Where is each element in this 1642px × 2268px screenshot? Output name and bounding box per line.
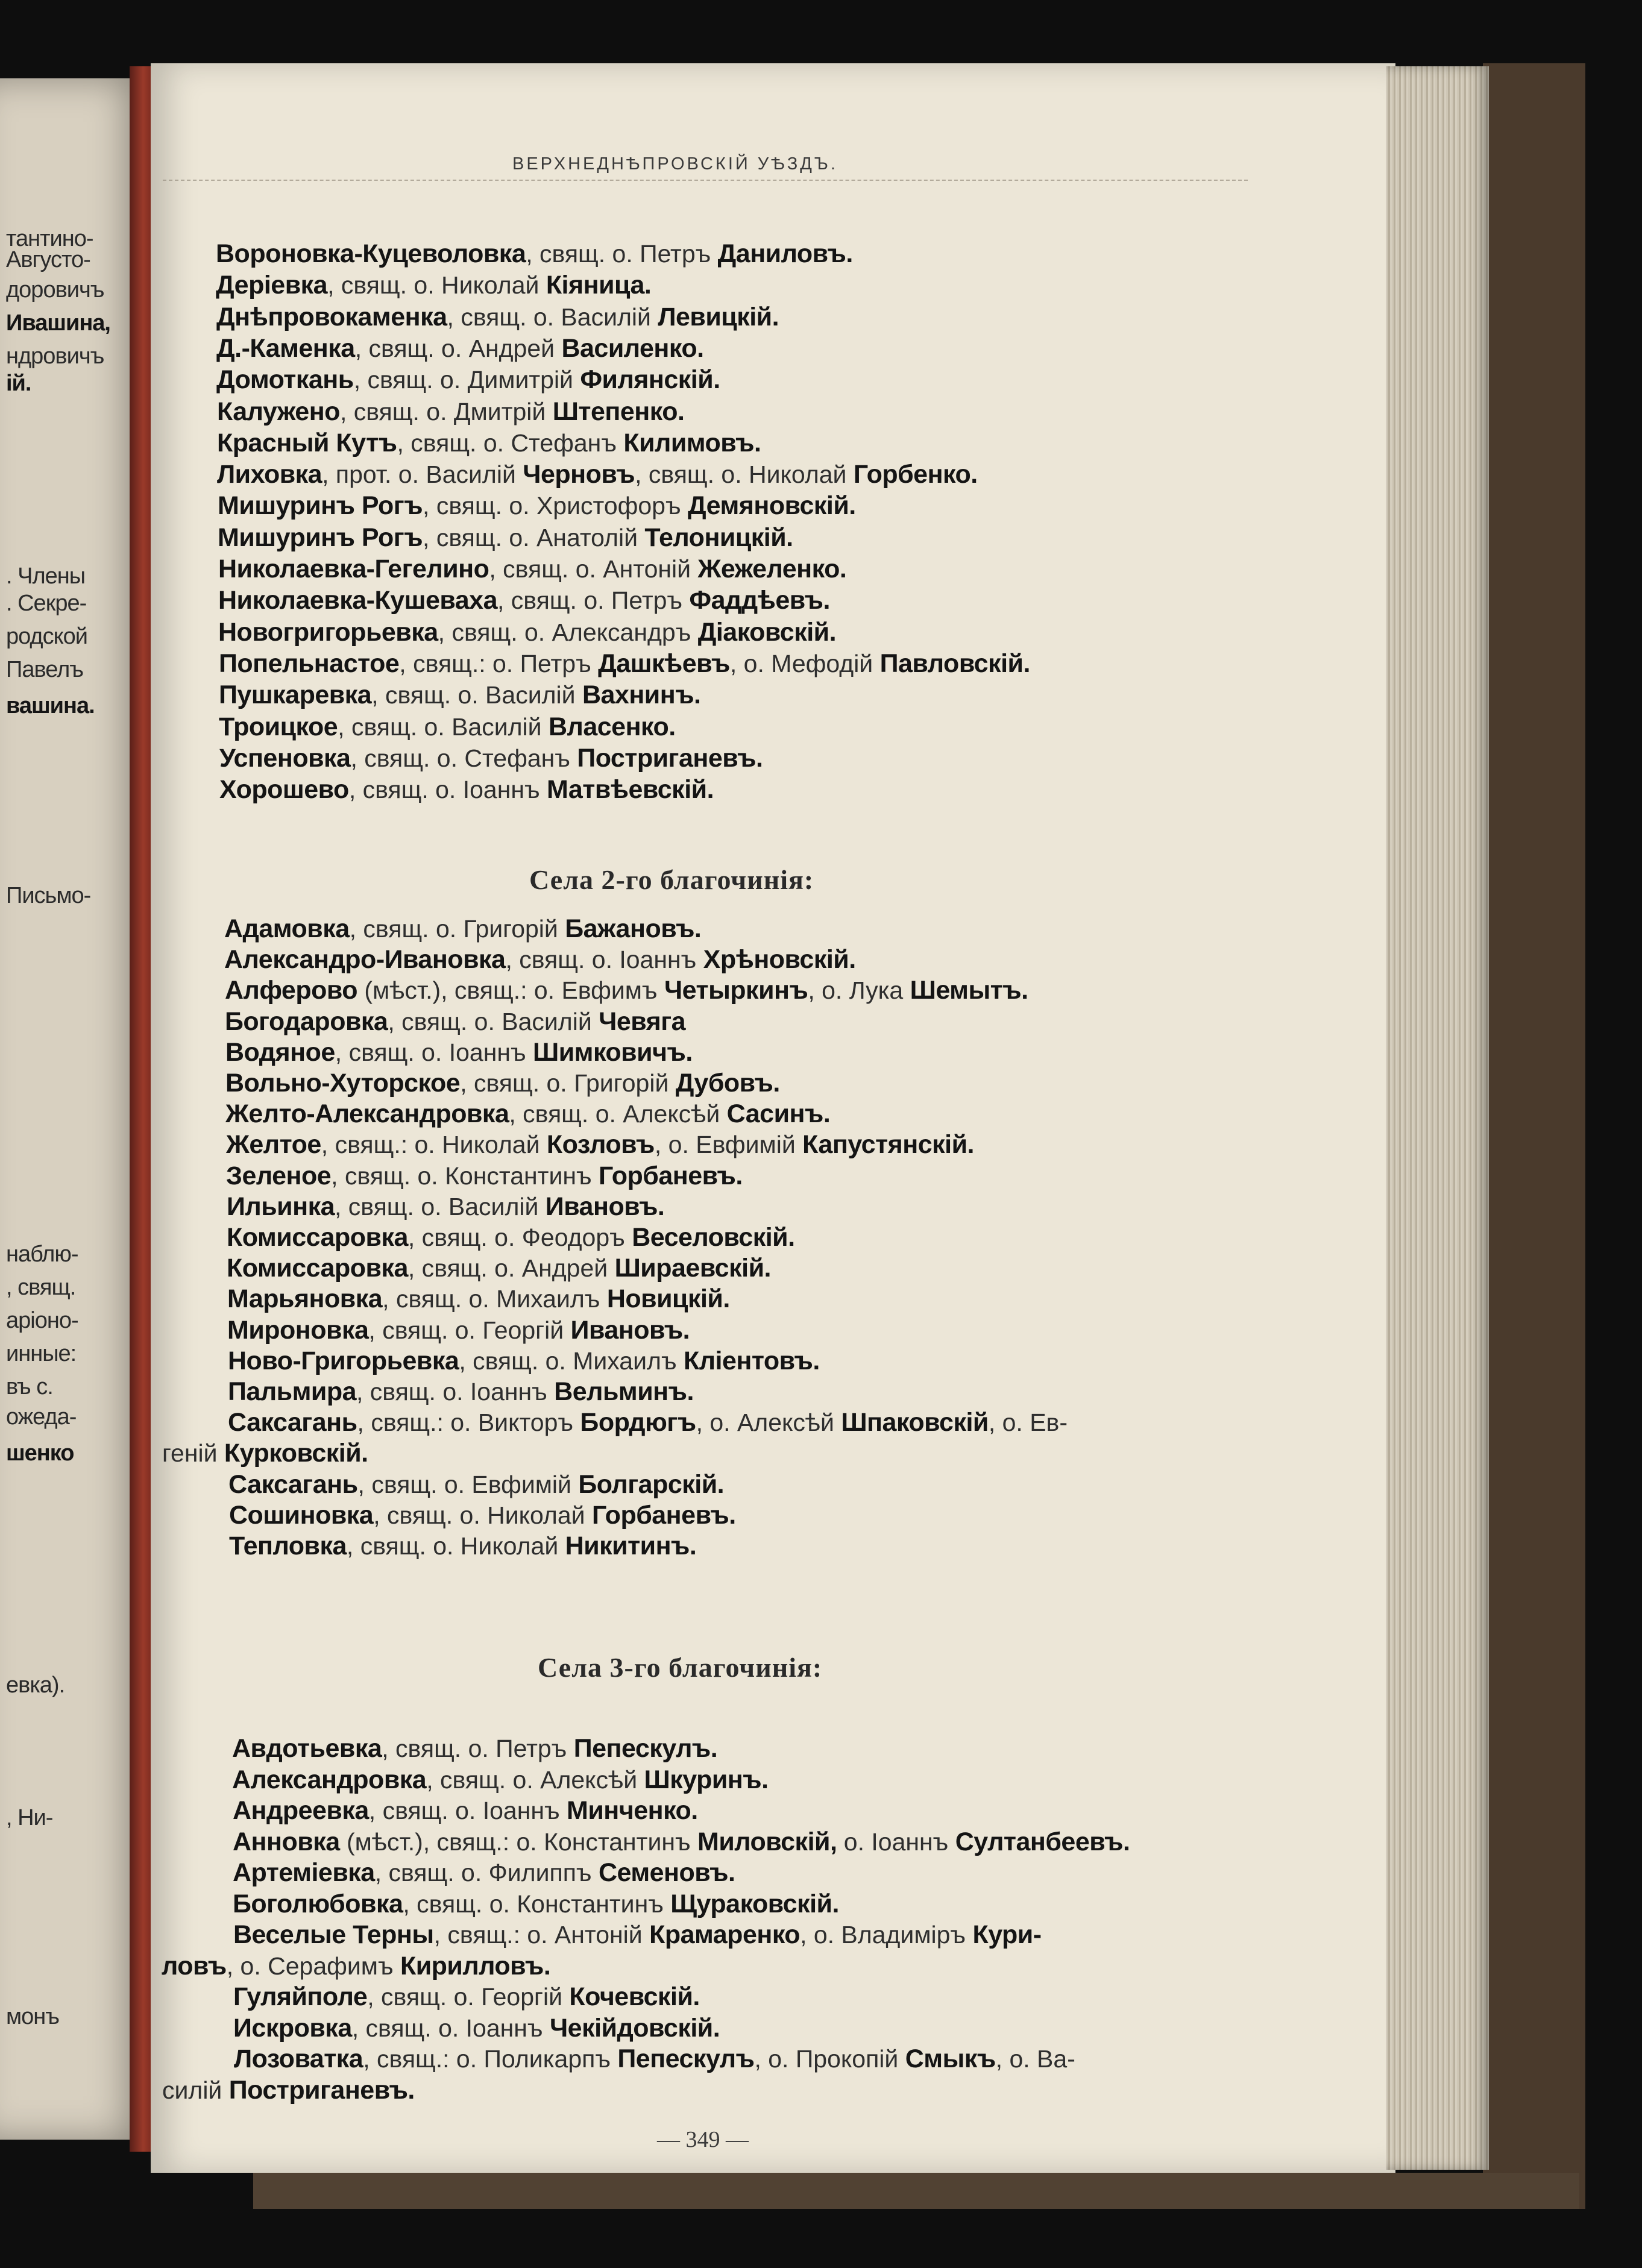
clergy-title: , свящ. о. Анатолій [423,523,645,551]
clergy-title: , свящ. о. Іоаннъ [335,1038,533,1066]
entry-line [234,2046,1075,2072]
clergy-title: , свящ. о. Михаилъ [382,1285,607,1313]
entry-line [218,525,793,551]
left-page-fragment: тантино- [6,226,93,251]
village-name: Саксагань [228,1408,357,1437]
village-name: Адамовка [224,914,350,943]
entry-line [233,1798,698,1824]
clergy-surname: Кури- [972,1920,1042,1949]
running-head: ВЕРХНЕДНѢПРОВСКІЙ УѢЗДЪ. [512,154,838,174]
left-page-fragment: инные: [6,1341,77,1366]
page-number: — 349 — [657,2127,749,2152]
entry-line [218,493,856,519]
left-page-fragment: ндровичъ [6,344,104,369]
clergy-title: , свящ.: о. Николай [321,1131,547,1159]
village-name: Деріевка [216,271,328,300]
entry-line [219,714,676,740]
entry-line [218,588,830,614]
entry-line [216,333,704,363]
clergy-title: , о. Владиміръ [800,1921,973,1949]
clergy-title: , свящ. о. Василій [338,712,549,741]
clergy-surname: Матвѣевскій. [547,775,714,805]
clergy-title: , свящ. о. Іоаннъ [348,776,547,804]
entry-line [225,1070,780,1096]
village-name: Веселые Терны [233,1920,434,1949]
clergy-title: , свящ. о. Феодоръ [407,1224,632,1251]
village-name: Марьяновка [227,1284,383,1314]
entry-line [219,777,714,803]
clergy-surname: Пепескулъ. [573,1734,718,1763]
entry-line [228,1469,725,1499]
entry-line [216,304,779,330]
clergy-title: (мѣст.), свящ.: о. Евфимъ [357,976,664,1005]
village-name: Красный Кутъ [217,428,397,457]
clergy-title: , свящ. о. Василій [388,1007,599,1035]
village-name: Боголюбовка [233,1889,403,1918]
clergy-title: , свящ. о. Петръ [526,240,718,268]
village-name: Пушкаревка [219,680,372,710]
page-edges [1386,66,1489,2170]
left-page-fragment: родской [6,624,88,649]
clergy-surname: Чекійдовскій. [549,2013,720,2043]
clergy-surname: Ивановъ. [545,1192,665,1221]
clergy-title: , свящ. о. Дмитрій [339,397,553,426]
clergy-title: , прот. о. Василій [322,460,523,489]
entry-line [162,2075,415,2105]
clergy-title: , свящ. о. Николай [635,460,854,489]
village-name: Николаевка-Гегелино [218,554,489,583]
village-name: Комиссаровка [227,1254,408,1283]
clergy-title: , о. Алексѣй [696,1409,841,1437]
left-page-fragment: ожеда- [6,1404,77,1430]
entry-line [229,1533,696,1559]
village-name: Ильинка [227,1192,335,1221]
entry-line [225,1037,693,1067]
left-page-fragment: Ивашина, [6,310,110,336]
clergy-title: , свящ. о. Андрей [354,334,562,362]
village-name: Пальмира [228,1377,356,1406]
village-name: Тепловка [229,1531,347,1560]
clergy-surname: Ивановъ. [570,1315,690,1345]
clergy-surname: Черновъ [523,460,635,489]
village-name: Новогригорьевка [218,617,438,647]
clergy-title: , свящ.: о. Антоній [433,1921,650,1949]
entry-line [228,1410,1068,1436]
entry-line [218,617,837,647]
clergy-surname: Смыкъ [905,2044,996,2073]
village-name: Лиховка [217,460,322,489]
clergy-surname: Кіяница. [546,271,652,300]
clergy-title: , свящ. о. Константинъ [403,1889,671,1918]
entry-line [225,1009,685,1035]
clergy-surname: Шкуринъ. [644,1765,769,1794]
clergy-title: , свящ. о. Алексѣй [509,1100,727,1128]
left-page-fragment: . Члены [6,564,86,589]
village-name: Днѣпровокаменка [216,302,447,331]
entry-line [233,1829,1130,1855]
clergy-title: , свящ. о. Петръ [497,586,690,615]
village-name: Авдотьевка [232,1734,382,1763]
entry-line [233,1922,1042,1948]
entry-line [229,1500,736,1530]
village-name: Троицкое [219,712,338,741]
clergy-surname: ловъ [162,1951,227,1981]
village-name: Алферово [225,976,358,1005]
clergy-title: , свящ. о. Стефанъ [350,744,577,772]
entry-line [216,241,853,267]
entry-line [227,1194,664,1220]
village-name: Домоткань [216,365,354,395]
left-page-fragment: Павелъ [6,657,84,682]
clergy-surname: Власенко. [548,712,676,741]
clergy-surname: Шираевскій. [614,1254,771,1283]
clergy-surname: Василенко. [561,333,704,363]
entry-line [228,1348,820,1374]
village-name: Комиссаровка [227,1223,408,1252]
clergy-title: , свящ. о. Георгій [367,1983,570,2011]
clergy-surname: Никитинъ. [565,1531,697,1560]
village-name: Николаевка-Кушеваха [218,586,497,615]
clergy-surname: Дубовъ. [675,1069,780,1098]
section-heading: Села 3-го благочинія: [538,1652,823,1683]
clergy-title: , свящ. о. Николай [373,1501,592,1529]
entry-line [233,2015,720,2041]
clergy-surname: Левицкій. [658,302,779,331]
clergy-title: , о. Серафимъ [226,1952,400,1980]
clergy-title: , свящ.: о. Викторъ [357,1409,580,1437]
clergy-title: , свящ. о. Михаилъ [459,1346,684,1375]
village-name: Анновка [233,1827,340,1856]
left-page-fragment: вашина. [6,693,95,718]
continuation-text: силій [162,2076,229,2104]
clergy-surname: Горбенко. [853,460,978,489]
left-page-fragment: въ с. [6,1374,53,1399]
left-page-fragment: доровичъ [6,277,104,303]
clergy-surname: Новицкій. [606,1284,730,1314]
clergy-surname: Вельминъ. [554,1377,694,1406]
clergy-surname: Кліентовъ. [683,1346,820,1375]
clergy-surname: Капустянскій. [802,1130,974,1160]
entry-line [233,1860,735,1886]
clergy-title: , о. Мефодій [729,649,880,677]
clergy-surname: Постриганевъ. [228,2075,415,2105]
clergy-surname: Шимковичъ. [533,1037,693,1067]
clergy-title: (мѣст.), свящ.: о. Константинъ [339,1827,697,1856]
entry-line [227,1255,771,1281]
entry-line [227,1315,690,1345]
clergy-title: , свящ. о. Николай [327,271,546,300]
entry-line [216,272,651,298]
clergy-surname: Болгарскій. [578,1469,725,1499]
village-name: Артеміевка [233,1858,375,1887]
village-name: Мишуринъ Рогъ [218,491,423,521]
left-page-fragment: . Секре- [6,591,87,616]
clergy-surname: Султанбеевъ. [955,1827,1130,1856]
entry-line [219,651,1030,677]
clergy-surname: Постриганевъ. [577,743,763,773]
clergy-title: , свящ. о. Христофоръ [423,492,688,520]
village-name: Сошиновка [229,1500,374,1530]
clergy-surname: Килимовъ. [623,428,761,457]
clergy-title: , свящ. о. Константинъ [331,1161,599,1190]
village-name: Лозоватка [234,2044,363,2073]
left-page-fragment: евка). [6,1673,65,1698]
left-page-fragment: Письмо- [6,883,91,908]
village-name: Попельнастое [219,649,400,678]
village-name: Калужено [217,397,340,426]
village-name: Андреевка [233,1796,369,1825]
village-name: Гуляйполе [233,1982,368,2011]
clergy-surname: Кочевскій. [569,1982,700,2011]
clergy-title: , о. Ва- [995,2045,1075,2073]
entry-line [219,682,701,708]
left-page-fragment: аріоно- [6,1308,78,1333]
clergy-title: , свящ. о. Димитрій [353,366,580,394]
entry-line [233,1984,700,2010]
clergy-surname: Дашкѣевъ [598,649,730,678]
village-name: Желто-Александровка [225,1099,509,1129]
village-name: Мироновка [227,1315,369,1345]
village-name: Мишуринъ Рогъ [218,523,423,552]
clergy-title: , свящ.: о. Петръ [399,649,599,677]
village-name: Д.-Каменка [216,333,355,363]
village-name: Успеновка [219,743,351,773]
clergy-surname: Телоницкій. [644,523,793,552]
clergy-surname: Минченко. [567,1796,698,1825]
clergy-title: , свящ. о. Филиппъ [374,1859,599,1886]
clergy-surname: Даниловъ. [717,239,853,268]
book-cover-bottom [253,2173,1579,2209]
village-name: Богодаровка [225,1007,388,1036]
entry-line [162,1953,550,1979]
entry-line [226,1132,974,1158]
clergy-title: , о. Лука [808,976,910,1005]
clergy-surname: Жежеленко. [697,554,847,583]
clergy-surname: Штепенко. [552,397,685,426]
entry-line [225,1101,830,1127]
clergy-surname: Кирилловъ. [400,1951,551,1981]
clergy-title: , свящ. о. Григорій [349,915,565,943]
village-name: Ново-Григорьевка [228,1346,459,1375]
clergy-title: , свящ. о. Антоній [489,555,698,583]
clergy-title: , о. Прокопій [754,2045,905,2073]
clergy-title: , свящ.: о. Поликарпъ [363,2045,618,2073]
entry-line [232,1767,769,1793]
clergy-title: , свящ. о. Николай [346,1532,565,1560]
entry-line [226,1163,743,1189]
clergy-title: , свящ. о. Стефанъ [397,429,624,457]
clergy-title: , свящ. о. Іоаннъ [351,2014,550,2042]
entry-line [217,399,684,425]
clergy-surname: Четыркинъ [664,976,808,1005]
clergy-title: , свящ. о. Александръ [438,618,698,646]
clergy-surname: Шпаковскій [841,1408,989,1437]
clergy-surname: Семеновъ. [598,1858,735,1887]
village-name: Вороновка-Куцеволовка [216,239,526,268]
entry-line [225,978,1028,1004]
book-cover-right [1483,63,1585,2209]
entry-line [224,947,856,973]
clergy-surname: Бажановъ. [565,914,702,943]
entry-line [218,556,846,582]
entry-line [217,430,761,456]
clergy-surname: Сасинъ. [726,1099,831,1129]
village-name: Желтое [226,1130,321,1160]
village-name: Хорошево [219,775,349,805]
village-name: Искровка [233,2013,352,2043]
clergy-surname: Хрѣновскій. [703,945,856,975]
clergy-surname: Шемытъ. [910,976,1028,1005]
clergy-surname: Діаковскій. [697,617,837,647]
left-page-fragment: , свящ. [6,1275,76,1300]
village-name: Водяное [225,1037,335,1067]
clergy-surname: Горбаневъ. [591,1500,736,1530]
clergy-title: , свящ. о. Андрей [407,1254,615,1283]
village-name: Александровка [232,1765,427,1794]
clergy-surname: Веселовскій. [632,1223,795,1252]
entry-line [227,1286,730,1312]
clergy-title: , свящ. о. Алексѣй [426,1765,644,1794]
left-page-fragment: Августо- [6,247,90,272]
clergy-surname: Фаддѣевъ. [689,586,830,615]
section-heading: Села 2-го благочинія: [529,864,814,895]
clergy-title: , свящ. о. Григорій [460,1069,676,1097]
clergy-title: , о. Ев- [988,1409,1068,1437]
left-page-fragment: ій. [6,371,31,396]
clergy-surname: Щураковскій. [670,1889,839,1918]
village-name: Зеленое [226,1161,332,1190]
clergy-surname: Чевяга [599,1007,686,1036]
clergy-title: , свящ. о. Іоаннъ [356,1378,555,1406]
entry-line [232,1736,717,1762]
clergy-title: , свящ. о. Василій [447,303,658,331]
village-name: Вольно-Хуторское [225,1069,461,1098]
left-page [0,78,151,2140]
clergy-surname: Филянскій. [580,365,720,395]
entry-line [216,367,720,393]
left-page-fragment: , Ни- [6,1805,53,1830]
clergy-surname: Пепескулъ [617,2044,755,2073]
entry-line [219,743,763,773]
entry-line [224,916,701,942]
entry-line [217,462,978,488]
left-page-fragment: монъ [6,2004,59,2029]
clergy-title: , свящ. о. Іоаннъ [505,946,703,974]
left-page-fragment: наблю- [6,1242,78,1267]
entry-line [233,1891,839,1917]
clergy-surname: Курковскій. [224,1439,368,1468]
clergy-title: , свящ. о. Іоаннъ [368,1797,567,1824]
clergy-title: , свящ. о. Георгій [368,1316,571,1344]
header-rule [163,180,1248,186]
village-name: Александро-Ивановка [224,945,506,975]
clergy-title: , свящ. о. Василій [371,681,582,709]
clergy-title: о. Іоаннъ [837,1827,955,1856]
entry-line [227,1225,795,1251]
entry-line [228,1379,694,1405]
clergy-surname: Вахнинъ. [582,680,701,710]
clergy-surname: Павловскій. [879,649,1030,678]
clergy-title: , о. Евфимій [654,1131,803,1159]
clergy-surname: Козловъ [546,1130,655,1160]
clergy-surname: Бордюгъ [580,1408,696,1437]
clergy-surname: Миловскій, [697,1827,837,1856]
continuation-text: геній [162,1439,224,1468]
entry-line [162,1440,368,1466]
clergy-surname: Крамаренко [649,1920,801,1949]
village-name: Саксагань [228,1469,358,1499]
clergy-title: , свящ. о. Евфимій [357,1470,579,1498]
left-page-fragment: шенко [6,1440,74,1466]
clergy-surname: Горбаневъ. [599,1161,743,1190]
clergy-title: , свящ. о. Василій [335,1192,546,1220]
clergy-title: , свящ. о. Петръ [382,1735,574,1762]
clergy-surname: Демяновскій. [687,491,856,521]
